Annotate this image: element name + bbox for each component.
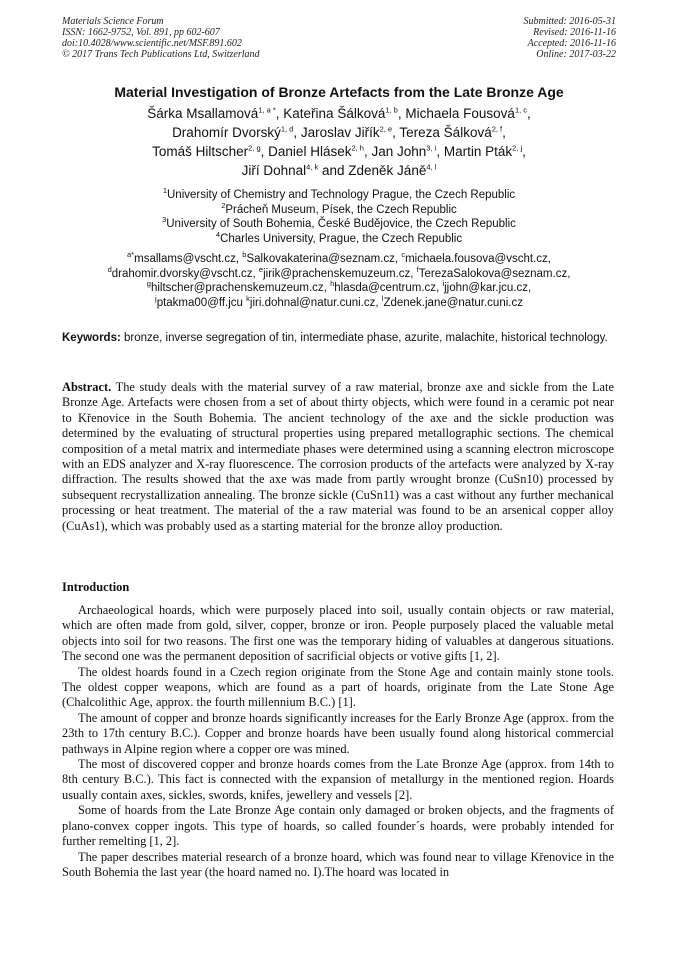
author-sup: 3, i: [426, 143, 437, 153]
section-heading: Introduction: [62, 580, 130, 594]
author-sup: 1, c: [514, 105, 528, 115]
author-name: Tomáš Hiltscher: [152, 144, 249, 159]
email-link[interactable]: msallams@vscht.cz: [134, 253, 236, 265]
author-sup: 1, a *: [258, 105, 276, 115]
paragraph: Some of hoards from the Late Bronze Age contain only damaged or broken objects, and the fragments of plano-convex copper ingots. This type of hoards, so called founder´s hoards, were probably intended for further remelting [1, 2].: [62, 803, 614, 849]
author-name: Drahomír Dvorský: [172, 125, 281, 140]
email-line: $^g$hiltscher@prachenskemuzeum.cz, $^h$hlasda@centrum.cz, $^i$jjohn@kar.jcu.cz,: [146, 279, 532, 295]
author-sup: 1, b: [385, 105, 398, 115]
online-date: Online: 2017-03-22: [536, 49, 616, 60]
journal-header: [62, 16, 260, 60]
email-link[interactable]: Salkovakaterina@seznam.cz: [246, 253, 395, 265]
email-link[interactable]: Zdenek.jane@natur.cuni.cz: [383, 296, 523, 309]
revised-date: Revised: 2016-11-16: [533, 27, 616, 38]
journal-issn: ISSN: 1662-9752, Vol. 891, pp 602-607: [62, 27, 220, 38]
author-sup: 2, f: [491, 124, 503, 134]
author-sup: 2, j: [512, 143, 523, 153]
email-line: $^j$ptakma00@ff.jcu $^k$jiri.dohnal@natur.cuni.cz, $^l$Zdenek.jane@natur.cuni.cz: [155, 293, 523, 309]
journal-copyright: © 2017 Trans Tech Publications Ltd, Switzerland: [62, 49, 260, 60]
email-list: [50, 252, 628, 310]
abstract-text: The study deals with the material survey of a raw material, bronze axe and sickle from the Late Bronze Age. Artefacts were chosen from a set of about thirty objects, which were found in a ceramic pot near to Křenovice in the South Bohemia. The ancient technology of the axe and the sickle production was determined by the evaluating of structural properties using prepared metallographic sections. The chemical composition of a metal matrix and intermediate phases were determined using a scanning electron microscope with an EDS analyzer and X-ray fluorescence. The corrosion products of the artefacts were analyzed by X-ray diffraction. The results showed that the axe was made from partly wrought bronze (CuSn10) processed by subsequent recrystallization annealing. The bronze sickle (CuSn11) was a cast without any further mechanical processing or heat treatment. The material of the a raw material was found to be an arsenical copper alloy (CuAs1), which was probably used as a starting material for the bronze alloy production.: [62, 380, 614, 533]
email-link[interactable]: jiri.dohnal@natur.cuni.cz: [249, 296, 376, 309]
email-link[interactable]: TerezaSalokova@seznam.cz: [418, 267, 568, 280]
author-name: Daniel Hlásek: [268, 144, 352, 159]
affiliation: $^2$Prácheň Museum, Písek, the Czech Republic: [221, 200, 457, 216]
email-link[interactable]: michaela.fousova@vscht.cz: [405, 253, 548, 265]
affiliation: $^4$Charles University, Prague, the Czech Republic: [215, 229, 463, 245]
email-link[interactable]: jirik@prachenskemuzeum.cz: [263, 267, 411, 280]
paragraph: The most of discovered copper and bronze hoards comes from the Late Bronze Age (approx. from 14th to 8th century B.C.). This fact is connected with the expansion of metallurgy in the mentioned region. Hoards usually contain axes, sickles, swords, knifes, jewellery and vessels [2].: [62, 757, 614, 802]
affiliation-list: [60, 188, 618, 246]
paragraph: Archaeological hoards, which were purposely placed into soil, usually contain objects or raw material, which are often made from gold, silver, copper, bronze or iron. People purposely placed the valuable metal objects into soil for two reasons. The first one was the temporary hiding of valuables at dangerous situations. The second one was the permanent deposition of sacrificial objects or votive gifts [1, 2].: [62, 603, 614, 664]
keywords-label: Keywords:: [62, 332, 121, 344]
author-line: Šárka Msallamová$^{1, a *}$, Kateřina Šálková$^{1, b}$, Michaela Fousová$^{1, c}$,: [147, 105, 531, 121]
author-name: Jiří Dohnal: [241, 163, 307, 178]
accepted-date: Accepted: 2016-11-16: [527, 38, 616, 49]
author-name: Kateřina Šálková: [283, 106, 386, 121]
email-link[interactable]: hlasda@centrum.cz: [334, 282, 437, 295]
author-sup: 1, d: [280, 124, 294, 134]
journal-doi: doi:10.4028/www.scientific.net/MSF.891.602: [62, 38, 242, 49]
journal-name: Materials Science Forum: [62, 16, 164, 27]
paper-title: Material Investigation of Bronze Artefacts from the Late Bronze Age: [114, 84, 564, 100]
paragraph: The paper describes material research of a bronze hoard, which was found near to village Křenovice in the South Bohemia the last year (the hoard named no. I).The hoard was located in: [62, 849, 614, 879]
dates-header: [524, 16, 617, 60]
author-sup: 2, h: [351, 143, 364, 153]
abstract-label: Abstract.: [62, 380, 112, 394]
submitted-date: Submitted: 2016-05-31: [523, 16, 616, 27]
email-line: $^d$drahomir.dvorsky@vscht.cz, $^e$jirik@prachenskemuzeum.cz, $^f$TerezaSalokova@seznam.cz,: [107, 264, 571, 280]
author-name: Zdeněk Jáně: [348, 163, 427, 178]
author-name: Michaela Fousová: [405, 106, 515, 121]
author-line: Tomáš Hiltscher$^{2, g}$, Daniel Hlásek$^{2, h}$, Jan John$^{3, i}$, Martin Pták$^{2, j}$,: [152, 143, 526, 159]
author-sup: 2, g: [248, 143, 261, 153]
email-link[interactable]: jjohn@kar.jcu.cz: [444, 282, 529, 295]
keywords: [62, 331, 614, 346]
email-line: $^{a*}$msallams@vscht.cz, $^b$Salkovakaterina@seznam.cz, $^c$michaela.fousova@vscht.cz,: [127, 250, 551, 265]
abstract: [62, 380, 614, 534]
paragraph: The oldest hoards found in a Czech region originate from the Stone Age and contain mainly stone tools. The oldest copper weapons, which are found as a part of hoards, originate from the Late Stone Age (Chalcolithic Age, approx. the fourth millennium B.C.) [1].: [62, 664, 614, 710]
email-link[interactable]: drahomir.dvorsky@vscht.cz: [111, 267, 253, 280]
affiliation: $^1$University of Chemistry and Technology Prague, the Czech Republic: [162, 186, 516, 201]
author-line: Jiří Dohnal$^{4, k}$ and Zdeněk Jáně$^{4, l}$: [241, 162, 437, 178]
author-name: Tereza Šálková: [399, 125, 492, 140]
keywords-text: bronze, inverse segregation of tin, intermediate phase, azurite, malachite, historical technology.: [124, 332, 608, 344]
author-name: Šárka Msallamová: [147, 106, 259, 121]
author-name: Jaroslav Jiřík: [300, 125, 380, 140]
email-link[interactable]: hiltscher@prachenskemuzeum.cz: [150, 282, 324, 295]
paragraph: The amount of copper and bronze hoards significantly increases for the Early Bronze Age (approx. from the 23th to 17th century B.C.). Copper and bronze hoards have been usually found along historical commercial pathways in Alpine region where a copper ore was mined.: [62, 710, 614, 756]
introduction-body: [62, 603, 614, 880]
author-sup: 4, k: [306, 162, 319, 172]
author-list: [60, 104, 618, 180]
author-sup: 4, l: [426, 162, 437, 172]
author-line: Drahomír Dvorský$^{1, d}$, Jaroslav Jiřík$^{2, e}$, Tereza Šálková$^{2, f}$,: [172, 124, 506, 140]
author-name: Martin Pták: [443, 144, 513, 159]
author-sup: 2, e: [379, 124, 393, 134]
affiliation: $^3$University of South Bohemia, České Budějovice, the Czech Republic: [162, 215, 516, 231]
author-name: Jan John: [371, 144, 427, 159]
email-link[interactable]: ptakma00@ff.jcu: [156, 296, 243, 309]
